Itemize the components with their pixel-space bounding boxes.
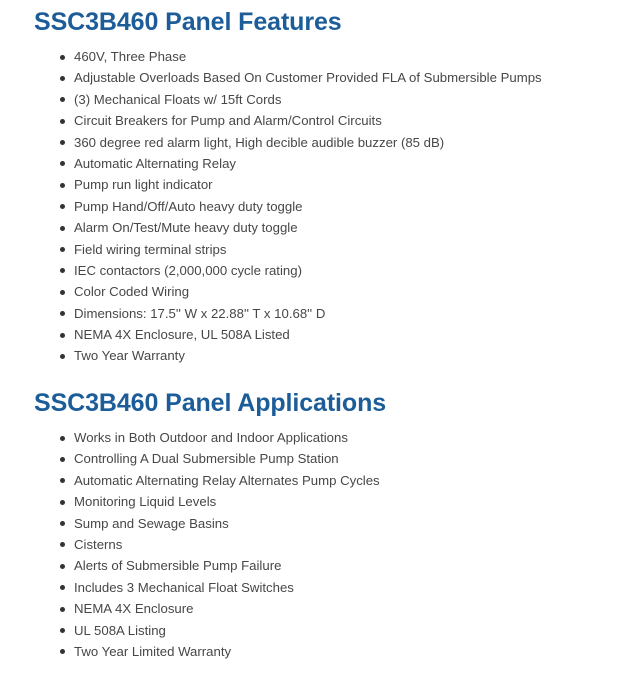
application-item-text: Controlling A Dual Submersible Pump Station	[74, 451, 339, 467]
bullet-icon	[60, 628, 65, 633]
application-item-text: Two Year Limited Warranty	[74, 643, 232, 659]
application-item-text: Monitoring Liquid Levels	[74, 494, 217, 510]
bullet-icon	[60, 247, 65, 252]
feature-item	[60, 132, 542, 153]
application-item	[60, 491, 380, 512]
bullet-icon	[60, 97, 65, 102]
feature-item-text: Field wiring terminal strips	[74, 241, 227, 257]
application-item	[60, 555, 380, 576]
bullet-icon	[60, 564, 65, 569]
applications-heading: SSC3B460 Panel Applications	[34, 389, 387, 417]
bullet-icon	[60, 585, 65, 590]
bullet-icon	[60, 649, 65, 654]
features-heading: SSC3B460 Panel Features	[34, 8, 342, 36]
feature-item-text: Two Year Warranty	[74, 348, 185, 364]
feature-item	[60, 345, 542, 366]
bullet-icon	[60, 311, 65, 316]
feature-item-text: Dimensions: 17.5'' W x 22.88'' T x 10.68'' D	[74, 305, 326, 321]
bullet-icon	[60, 500, 65, 505]
feature-item	[60, 67, 542, 88]
bullet-icon	[60, 290, 65, 295]
feature-item-text: Adjustable Overloads Based On Customer Provided FLA of Submersible Pumps	[74, 70, 542, 86]
application-item	[60, 620, 380, 641]
bullet-icon	[60, 457, 65, 462]
feature-item-text: NEMA 4X Enclosure, UL 508A Listed	[74, 327, 290, 343]
application-item	[60, 513, 380, 534]
bullet-icon	[60, 140, 65, 145]
bullet-icon	[60, 268, 65, 273]
feature-item-text: Color Coded Wiring	[74, 284, 190, 300]
feature-item	[60, 217, 542, 238]
bullet-icon	[60, 119, 65, 124]
bullet-icon	[60, 55, 65, 60]
feature-item	[60, 196, 542, 217]
feature-item	[60, 324, 542, 345]
application-item-text: Automatic Alternating Relay Alternates Pump Cycles	[74, 472, 380, 488]
bullet-icon	[60, 333, 65, 338]
application-item	[60, 534, 380, 555]
application-item-text: Includes 3 Mechanical Float Switches	[74, 579, 294, 595]
application-item-text: Cisterns	[74, 536, 123, 552]
bullet-icon	[60, 607, 65, 612]
bullet-icon	[60, 521, 65, 526]
application-item-text: Sump and Sewage Basins	[74, 515, 229, 531]
application-item	[60, 598, 380, 619]
application-item-text: NEMA 4X Enclosure	[74, 601, 194, 617]
feature-item	[60, 153, 542, 174]
feature-item-text: Pump run light indicator	[74, 177, 213, 193]
bullet-icon	[60, 542, 65, 547]
bullet-icon	[60, 183, 65, 188]
feature-item-text: Pump Hand/Off/Auto heavy duty toggle	[74, 198, 303, 214]
application-item	[60, 641, 380, 662]
bullet-icon	[60, 478, 65, 483]
feature-item	[60, 46, 542, 67]
feature-item-text: 360 degree red alarm light, High decible audible buzzer (85 dB)	[74, 134, 445, 150]
feature-item-text: IEC contactors (2,000,000 cycle rating)	[74, 262, 302, 278]
feature-item-text: 460V, Three Phase	[74, 49, 187, 64]
application-item-text: Works in Both Outdoor and Indoor Applications	[74, 430, 348, 445]
feature-item	[60, 89, 542, 110]
feature-item-text: Alarm On/Test/Mute heavy duty toggle	[74, 220, 298, 236]
application-item-text: UL 508A Listing	[74, 622, 166, 638]
applications-list	[60, 427, 380, 662]
application-item	[60, 470, 380, 491]
bullet-icon	[60, 204, 65, 209]
bullet-icon	[60, 354, 65, 359]
bullet-icon	[60, 226, 65, 231]
feature-item	[60, 174, 542, 195]
feature-item	[60, 239, 542, 260]
bullet-icon	[60, 161, 65, 166]
feature-item-text: Automatic Alternating Relay	[74, 155, 236, 171]
bullet-icon	[60, 436, 65, 441]
application-item-text: Alerts of Submersible Pump Failure	[74, 558, 282, 574]
feature-item	[60, 281, 542, 302]
application-item	[60, 448, 380, 469]
bullet-icon	[60, 76, 65, 81]
feature-item-text: Circuit Breakers for Pump and Alarm/Control Circuits	[74, 113, 382, 129]
feature-item	[60, 303, 542, 324]
feature-item	[60, 110, 542, 131]
feature-item-text: (3) Mechanical Floats w/ 15ft Cords	[74, 91, 282, 107]
application-item	[60, 577, 380, 598]
features-list	[60, 46, 542, 367]
application-item	[60, 427, 380, 448]
feature-item	[60, 260, 542, 281]
